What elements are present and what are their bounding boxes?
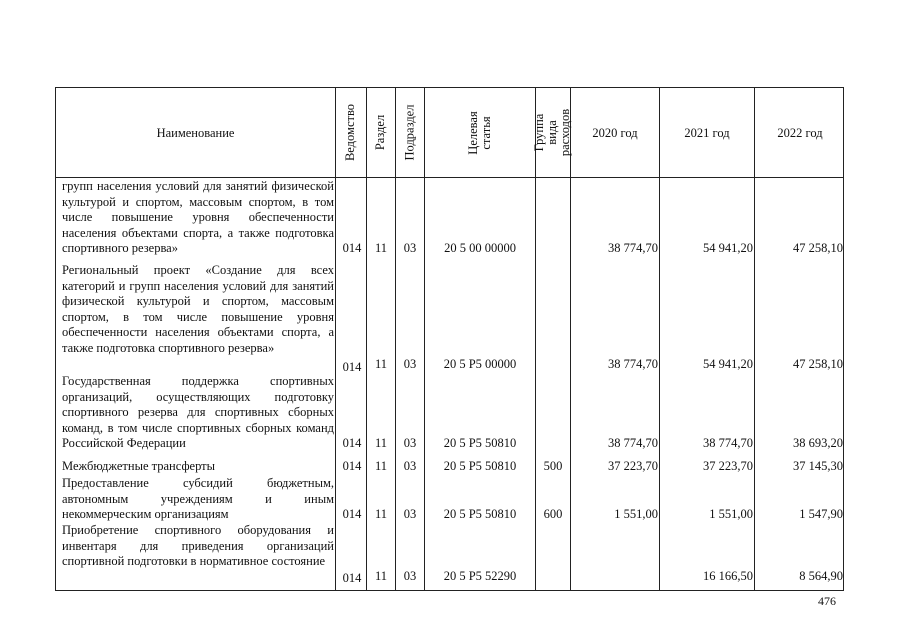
header-year-2021: 2021 год: [684, 125, 730, 140]
cell-2022: 47 258,10: [793, 241, 843, 255]
header-vedomstvo: Ведомство: [343, 103, 358, 162]
cell-2020: 38 774,70: [608, 436, 658, 450]
header-year-2022: 2022 год: [777, 125, 823, 140]
cell-tselevaya: 20 5 00 00000: [444, 241, 516, 255]
cell-2022: 37 145,30: [793, 459, 843, 473]
cell-tselevaya: 20 5 P5 50810: [443, 507, 517, 521]
header-gruppa: Группа вида расходов: [532, 108, 573, 157]
cell-podrazdel: 03: [403, 459, 417, 473]
cell-gruppa: 500: [543, 459, 563, 473]
cell-2020: 38 774,70: [608, 357, 658, 371]
header-divider: [56, 177, 843, 178]
page-number: 476: [818, 594, 836, 608]
cell-vedomstvo: 014: [342, 241, 362, 255]
cell-podrazdel: 03: [403, 357, 417, 371]
cell-vedomstvo: 014: [342, 436, 362, 450]
cell-2021: 1 551,00: [709, 507, 753, 521]
row-name: Предоставление субсидий бюджетным, автономным учреждениям и иным некоммерческим организациям: [62, 476, 334, 521]
cell-razdel: 11: [374, 507, 388, 521]
row-name: Приобретение спортивного оборудования и инвентаря для приведения организаций спортивной подготовки в нормативное состояние: [62, 523, 334, 568]
row-name: Межбюджетные трансферты: [62, 459, 216, 473]
cell-2022: 8 564,90: [799, 569, 843, 583]
cell-2020: 38 774,70: [608, 241, 658, 255]
cell-gruppa: 600: [543, 507, 563, 521]
cell-2021: 54 941,20: [703, 241, 753, 255]
cell-2021: 38 774,70: [703, 436, 753, 450]
cell-2022: 1 547,90: [799, 507, 843, 521]
header-razdel: Раздел: [373, 114, 388, 151]
cell-razdel: 11: [374, 436, 388, 450]
cell-razdel: 11: [374, 241, 388, 255]
header-year-2020: 2020 год: [592, 125, 638, 140]
budget-table: [55, 87, 844, 591]
cell-2021: 37 223,70: [703, 459, 753, 473]
cell-tselevaya: 20 5 P5 50810: [443, 436, 517, 450]
header-podrazdel: Подраздел: [402, 104, 417, 161]
cell-razdel: 11: [374, 569, 388, 583]
cell-2022: 47 258,10: [793, 357, 843, 371]
cell-tselevaya: 20 5 P5 00000: [443, 357, 517, 371]
row-name: групп населения условий для занятий физической культурой и спортом, массовым спортом, в том числе повышение уровня обеспеченности населения объектами спорта, а также подготовка спортивного резерва»: [62, 179, 334, 255]
cell-vedomstvo: 014: [342, 459, 362, 473]
header-tselevaya: Целевая статья: [466, 110, 493, 155]
row-name: Государственная поддержка спортивных организаций, осуществляющих подготовку спортивного резерва для спортивных сборных команд, в том числе спортивных сборных команд Российской Федерации: [62, 374, 334, 450]
cell-tselevaya: 20 5 P5 52290: [443, 569, 517, 583]
cell-podrazdel: 03: [403, 507, 417, 521]
cell-2020: 1 551,00: [614, 507, 658, 521]
row-name: Региональный проект «Создание для всех категорий и групп населения условий для занятий физической культурой и спортом, массовым спортом, в том числе повышение уровня обеспеченности населения объектами спорта, а также подготовка спортивного резерва»: [62, 263, 334, 355]
cell-vedomstvo: 014: [342, 571, 362, 585]
cell-podrazdel: 03: [403, 436, 417, 450]
cell-2021: 54 941,20: [703, 357, 753, 371]
cell-2021: 16 166,50: [703, 569, 753, 583]
cell-podrazdel: 03: [403, 241, 417, 255]
cell-2022: 38 693,20: [793, 436, 843, 450]
cell-razdel: 11: [374, 459, 388, 473]
cell-vedomstvo: 014: [342, 507, 362, 521]
cell-vedomstvo: 014: [342, 360, 362, 374]
header-name: Наименование: [156, 125, 235, 140]
cell-tselevaya: 20 5 P5 50810: [443, 459, 517, 473]
cell-podrazdel: 03: [403, 569, 417, 583]
cell-razdel: 11: [374, 357, 388, 371]
cell-2020: 37 223,70: [608, 459, 658, 473]
